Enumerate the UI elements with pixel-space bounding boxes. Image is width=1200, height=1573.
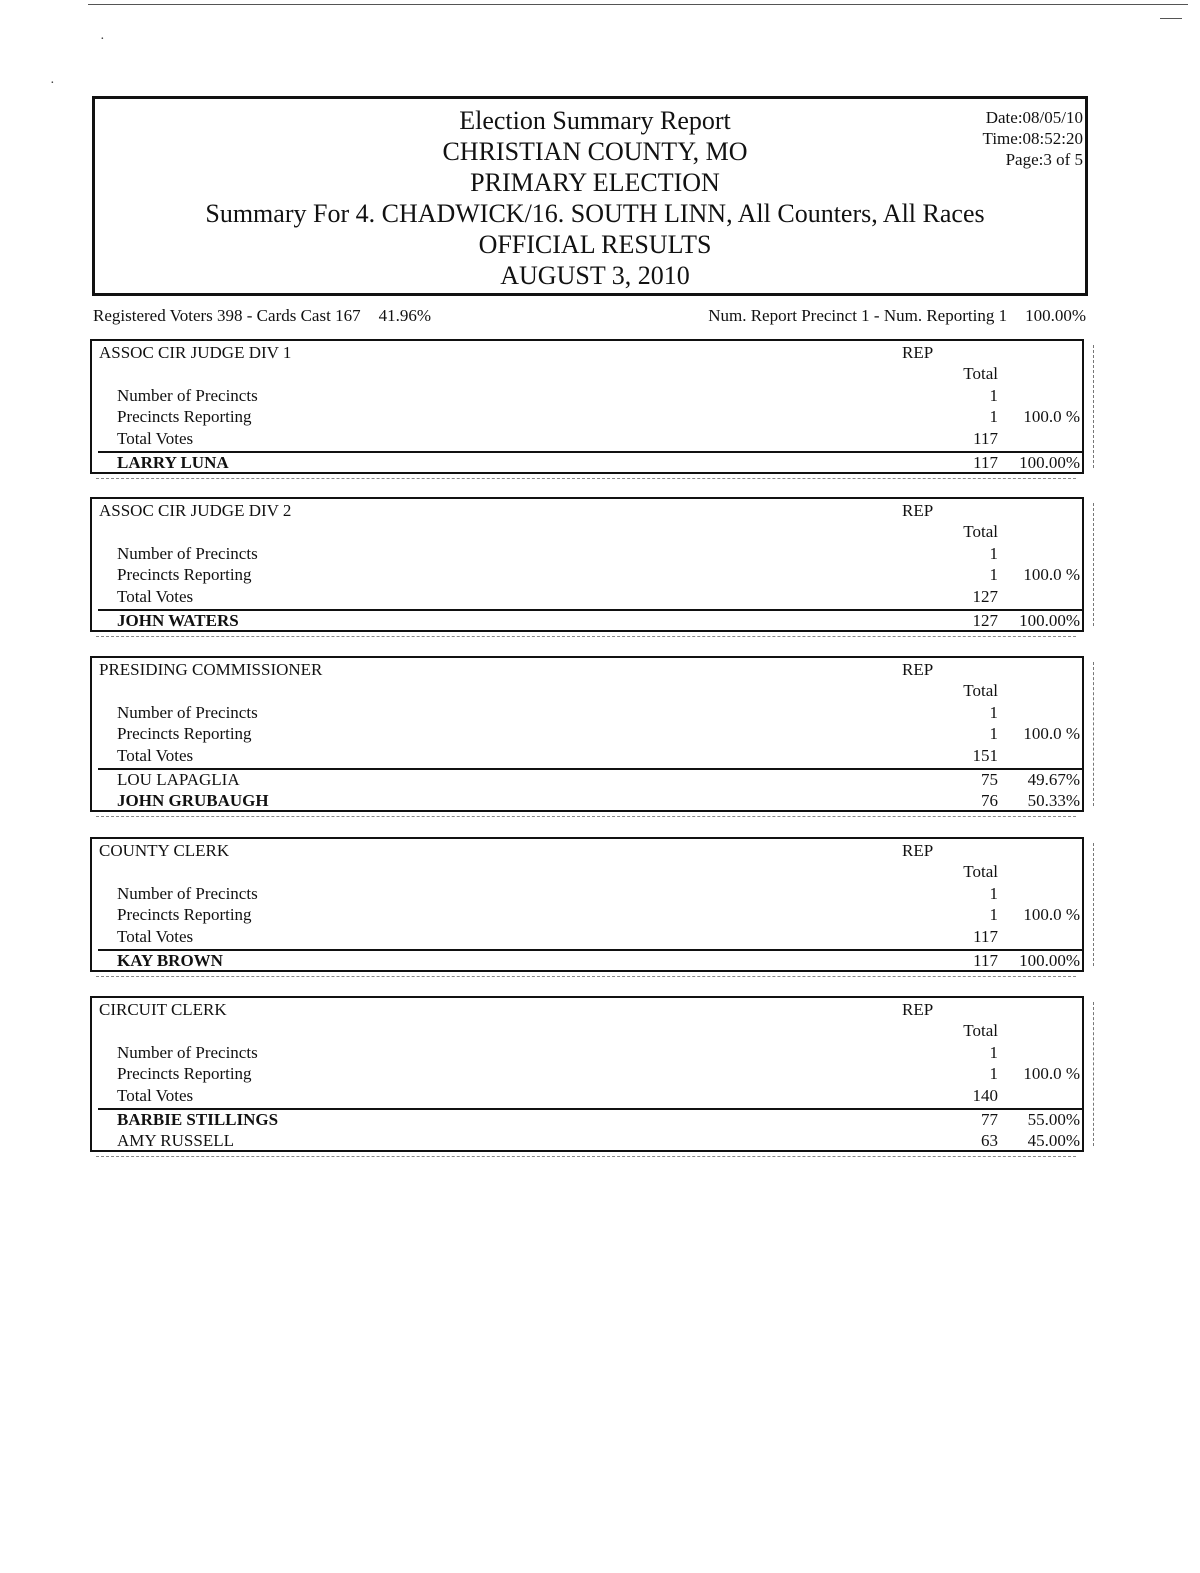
stat-percent: 100.0 %	[1023, 407, 1080, 426]
report-title: Election Summary Report	[459, 106, 731, 135]
candidate-votes: 127	[972, 611, 998, 630]
race-block	[90, 497, 1084, 632]
stat-percent: 100.0 %	[1023, 565, 1080, 584]
stat-row	[92, 724, 1082, 746]
header-title-block	[95, 105, 1095, 291]
scan-dotted-rule	[96, 477, 1076, 479]
total-column-header: Total	[963, 364, 998, 383]
candidate-name: LARRY LUNA	[117, 453, 229, 472]
stat-row	[92, 1064, 1082, 1086]
candidate-row	[92, 453, 1082, 475]
candidate-name: BARBIE STILLINGS	[117, 1110, 279, 1129]
stat-percent: 100.0 %	[1023, 1064, 1080, 1083]
party-label: REP	[902, 501, 934, 520]
candidate-votes: 76	[981, 791, 998, 810]
total-column-header: Total	[963, 862, 998, 881]
scan-edge-mark	[1092, 662, 1094, 806]
candidate-votes: 117	[973, 453, 998, 472]
stat-label: Total Votes	[117, 927, 194, 946]
stat-value: 1	[989, 905, 998, 924]
report-page: Page:3 of 5	[1005, 150, 1083, 169]
race-title: ASSOC CIR JUDGE DIV 1	[99, 343, 292, 362]
candidate-percent: 100.00%	[1019, 951, 1080, 970]
scan-edge-mark	[1092, 843, 1094, 966]
candidate-votes: 117	[973, 951, 998, 970]
scan-speck: ·	[50, 76, 55, 91]
race-block	[90, 656, 1084, 812]
stat-value: 1	[989, 1064, 998, 1083]
stat-row	[92, 429, 1082, 451]
race-block	[90, 837, 1084, 972]
report-time: Time:08:52:20	[982, 129, 1083, 148]
reporting-percent: 100.00%	[1025, 306, 1086, 325]
stat-value: 1	[989, 407, 998, 426]
report-date: Date:08/05/10	[985, 108, 1083, 127]
candidate-votes: 75	[981, 770, 998, 789]
stat-label: Precincts Reporting	[117, 565, 252, 584]
stat-value: 1	[989, 565, 998, 584]
scan-edge-mark	[1092, 1002, 1094, 1146]
race-title: CIRCUIT CLERK	[99, 1000, 227, 1019]
candidate-percent: 55.00%	[1027, 1110, 1080, 1129]
stat-row	[92, 587, 1082, 609]
race-block	[90, 339, 1084, 474]
stat-label: Precincts Reporting	[117, 407, 252, 426]
stat-value: 140	[972, 1086, 998, 1105]
scan-edge-mark	[1092, 503, 1094, 626]
stat-label: Total Votes	[117, 746, 194, 765]
candidate-percent: 100.00%	[1019, 453, 1080, 472]
scan-top-rule	[88, 4, 1188, 5]
candidate-row	[92, 1110, 1082, 1132]
stat-row	[92, 905, 1082, 927]
report-header	[92, 96, 1088, 296]
party-label: REP	[902, 841, 934, 860]
county-name: CHRISTIAN COUNTY, MO	[442, 137, 748, 166]
stat-value: 117	[973, 429, 998, 448]
stat-row	[92, 544, 1082, 566]
candidate-percent: 45.00%	[1027, 1131, 1080, 1150]
stat-percent: 100.0 %	[1023, 724, 1080, 743]
stat-row	[92, 703, 1082, 725]
scan-edge-mark	[1092, 345, 1094, 468]
candidate-percent: 50.33%	[1027, 791, 1080, 810]
scan-dotted-rule	[96, 815, 1076, 817]
registered-voters: Registered Voters 398 - Cards Cast 167	[93, 306, 361, 325]
scan-dotted-rule	[96, 975, 1076, 977]
stat-row	[92, 407, 1082, 429]
candidate-votes: 63	[981, 1131, 998, 1150]
stat-value: 1	[989, 884, 998, 903]
stat-label: Precincts Reporting	[117, 724, 252, 743]
stat-row	[92, 1086, 1082, 1108]
scan-corner-mark	[1160, 18, 1182, 19]
race-title: PRESIDING COMMISSIONER	[99, 660, 323, 679]
stat-value: 1	[989, 386, 998, 405]
party-label: REP	[902, 343, 934, 362]
race-block	[90, 996, 1084, 1152]
stat-value: 127	[972, 587, 998, 606]
candidate-name: JOHN WATERS	[117, 611, 239, 630]
total-column-header: Total	[963, 681, 998, 700]
stat-row	[92, 927, 1082, 949]
scan-dotted-rule	[96, 1155, 1076, 1157]
stat-row	[92, 746, 1082, 768]
candidate-row	[92, 770, 1082, 792]
candidate-name: LOU LAPAGLIA	[117, 770, 240, 789]
total-column-header: Total	[963, 1021, 998, 1040]
summary-scope: Summary For 4. CHADWICK/16. SOUTH LINN, All Counters, All Races	[205, 199, 985, 228]
election-date: AUGUST 3, 2010	[500, 261, 690, 290]
election-name: PRIMARY ELECTION	[470, 168, 720, 197]
stat-value: 117	[973, 927, 998, 946]
report-meta	[983, 107, 1083, 170]
precincts-reporting-summary: Num. Report Precinct 1 - Num. Reporting 1	[708, 306, 1008, 325]
stat-row	[92, 565, 1082, 587]
race-title: COUNTY CLERK	[99, 841, 230, 860]
party-label: REP	[902, 1000, 934, 1019]
party-label: REP	[902, 660, 934, 679]
results-status: OFFICIAL RESULTS	[478, 230, 712, 259]
stat-label: Total Votes	[117, 1086, 194, 1105]
stat-value: 151	[972, 746, 998, 765]
stat-value: 1	[989, 1043, 998, 1062]
candidate-row	[92, 1131, 1082, 1153]
turnout-percent: 41.96%	[378, 306, 431, 325]
stat-label: Number of Precincts	[117, 1043, 258, 1062]
stat-label: Precincts Reporting	[117, 1064, 252, 1083]
candidate-name: AMY RUSSELL	[117, 1131, 234, 1150]
stat-label: Number of Precincts	[117, 544, 258, 563]
candidate-name: KAY BROWN	[117, 951, 223, 970]
stat-row	[92, 884, 1082, 906]
stat-label: Total Votes	[117, 429, 194, 448]
scan-dotted-rule	[96, 635, 1076, 637]
candidate-name: JOHN GRUBAUGH	[117, 791, 269, 810]
stat-label: Number of Precincts	[117, 884, 258, 903]
candidate-percent: 100.00%	[1019, 611, 1080, 630]
stat-percent: 100.0 %	[1023, 905, 1080, 924]
candidate-row	[92, 791, 1082, 813]
stat-label: Number of Precincts	[117, 386, 258, 405]
race-title: ASSOC CIR JUDGE DIV 2	[99, 501, 292, 520]
stat-value: 1	[989, 724, 998, 743]
stat-label: Total Votes	[117, 587, 194, 606]
turnout-summary	[92, 306, 1088, 330]
candidate-percent: 49.67%	[1027, 770, 1080, 789]
stat-value: 1	[989, 544, 998, 563]
candidate-row	[92, 951, 1082, 973]
stat-row	[92, 386, 1082, 408]
scan-speck: ·	[100, 32, 105, 47]
stat-value: 1	[989, 703, 998, 722]
candidate-votes: 77	[981, 1110, 998, 1129]
stat-label: Precincts Reporting	[117, 905, 252, 924]
candidate-row	[92, 611, 1082, 633]
stat-row	[92, 1043, 1082, 1065]
stat-label: Number of Precincts	[117, 703, 258, 722]
total-column-header: Total	[963, 522, 998, 541]
